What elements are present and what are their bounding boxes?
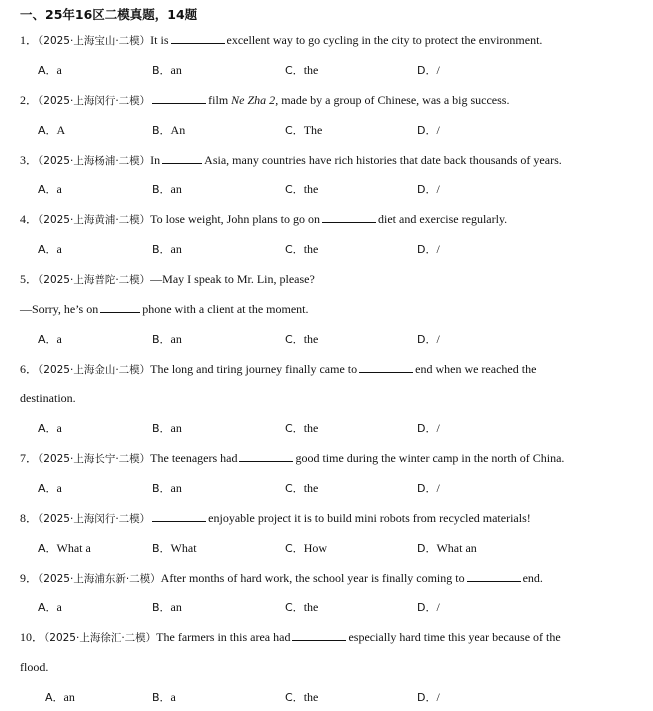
answer-blank[interactable] <box>359 360 413 373</box>
option-b[interactable] <box>152 240 182 259</box>
option-letter: B． <box>152 124 171 137</box>
option-d[interactable] <box>417 419 440 438</box>
option-c[interactable] <box>285 121 322 140</box>
option-letter: C． <box>285 542 304 555</box>
question-3 <box>20 151 562 170</box>
option-b[interactable] <box>152 180 182 199</box>
answer-blank[interactable] <box>162 151 202 164</box>
option-text: What a <box>56 541 91 555</box>
option-letter: A． <box>38 64 57 77</box>
option-text: A <box>56 123 66 137</box>
section-heading: 一、25年16区二模真题，14题 <box>20 7 198 22</box>
answer-blank[interactable] <box>239 449 293 462</box>
question-text: destination. <box>20 391 76 405</box>
question-text: film <box>208 93 229 107</box>
option-letter: D． <box>417 333 437 346</box>
option-a[interactable] <box>45 688 75 707</box>
question-source: （2025·上海徐汇·二模） <box>44 632 157 644</box>
question-text: The teenagers had <box>150 451 238 465</box>
option-a[interactable] <box>38 61 62 80</box>
option-text: an <box>63 690 75 704</box>
question-text: end. <box>522 571 543 585</box>
option-text: a <box>170 690 176 704</box>
option-b[interactable] <box>152 539 197 558</box>
option-letter: D． <box>417 542 437 555</box>
question-text: enjoyable project it is to build mini robots from recycled materials! <box>208 511 531 525</box>
option-c[interactable] <box>285 240 318 259</box>
question-text: , made by a group of Chinese, was a big success. <box>275 93 510 107</box>
answer-blank[interactable] <box>100 300 140 313</box>
option-letter: B． <box>152 64 171 77</box>
option-letter: A． <box>38 601 57 614</box>
option-text: the <box>303 421 319 435</box>
option-text: the <box>303 690 319 704</box>
question-text: diet and exercise regularly. <box>378 212 508 226</box>
question-text: end when we reached the <box>415 362 537 376</box>
option-letter: D． <box>417 64 437 77</box>
option-text: a <box>56 182 62 196</box>
question-7 <box>20 449 564 468</box>
options-row <box>0 419 653 437</box>
question-source: （2025·上海黄浦·二模） <box>38 214 151 226</box>
question-number: 1． <box>20 33 39 47</box>
options-row <box>0 539 653 557</box>
option-c[interactable] <box>285 330 318 349</box>
question-number: 4． <box>20 212 39 226</box>
option-d[interactable] <box>417 180 440 199</box>
option-text: a <box>56 242 62 256</box>
option-b[interactable] <box>152 479 182 498</box>
option-letter: D． <box>417 243 437 256</box>
option-letter: D． <box>417 124 437 137</box>
option-b[interactable] <box>152 121 185 140</box>
question-source: （2025·上海普陀·二模） <box>38 274 151 286</box>
question-4 <box>20 210 507 229</box>
option-letter: C． <box>285 243 304 256</box>
options-row <box>0 180 653 198</box>
option-c[interactable] <box>285 419 318 438</box>
question-number: 9． <box>20 571 39 585</box>
options-row <box>0 240 653 258</box>
option-letter: C． <box>285 333 304 346</box>
option-letter: C． <box>285 422 304 435</box>
option-d[interactable] <box>417 240 440 259</box>
option-text: / <box>436 182 440 196</box>
option-b[interactable] <box>152 61 182 80</box>
option-letter: A． <box>38 482 57 495</box>
question-number: 7． <box>20 451 39 465</box>
question-text: good time during the winter camp in the north of China. <box>295 451 565 465</box>
option-d[interactable] <box>417 479 440 498</box>
option-letter: C． <box>285 64 304 77</box>
question-source: （2025·上海浦东新·二模） <box>38 573 161 585</box>
option-c[interactable] <box>285 479 318 498</box>
option-letter: B． <box>152 482 171 495</box>
option-letter: A． <box>45 691 64 704</box>
question-text: In <box>150 153 161 167</box>
option-text: / <box>436 481 440 495</box>
option-text: / <box>436 332 440 346</box>
option-a[interactable] <box>38 240 62 259</box>
option-text: the <box>303 481 319 495</box>
answer-blank[interactable] <box>152 509 206 522</box>
option-text: / <box>436 63 440 77</box>
question-source: （2025·上海长宁·二模） <box>38 453 151 465</box>
question-source: （2025·上海宝山·二模） <box>38 35 151 47</box>
option-text: An <box>170 123 186 137</box>
answer-blank[interactable] <box>171 31 225 44</box>
option-b[interactable] <box>152 598 182 617</box>
option-text: a <box>56 421 62 435</box>
question-text: phone with a client at the moment. <box>142 302 309 316</box>
question-text: Asia, many countries have rich histories that date back thousands of years. <box>204 153 562 167</box>
option-text: / <box>436 690 440 704</box>
option-text: / <box>436 421 440 435</box>
option-text: the <box>303 182 319 196</box>
option-text: a <box>56 332 62 346</box>
option-d[interactable] <box>417 598 440 617</box>
answer-blank[interactable] <box>152 91 206 104</box>
option-letter: B． <box>152 422 171 435</box>
option-text: an <box>170 63 182 77</box>
option-text: / <box>436 242 440 256</box>
question-text: After months of hard work, the school year is finally coming to <box>160 571 465 585</box>
options-row <box>0 121 653 139</box>
option-a[interactable] <box>38 180 62 199</box>
option-text: / <box>436 123 440 137</box>
option-b[interactable] <box>152 330 182 349</box>
question-5-line-2 <box>20 300 309 318</box>
option-letter: A． <box>38 243 57 256</box>
question-number: 3． <box>20 153 39 167</box>
question-1 <box>20 31 542 50</box>
option-letter: C． <box>285 691 304 704</box>
question-5 <box>20 270 315 289</box>
question-9 <box>20 569 543 588</box>
option-text: an <box>170 481 182 495</box>
option-c[interactable] <box>285 598 318 617</box>
option-c[interactable] <box>285 688 318 707</box>
question-10 <box>20 628 561 647</box>
options-row <box>0 330 653 348</box>
question-number: 10． <box>20 630 45 644</box>
option-text: the <box>303 242 319 256</box>
option-letter: B． <box>152 183 171 196</box>
option-letter: C． <box>285 124 304 137</box>
option-text: the <box>303 600 319 614</box>
question-text: It is <box>150 33 169 47</box>
option-c[interactable] <box>285 180 318 199</box>
question-text: The farmers in this area had <box>156 630 291 644</box>
option-a[interactable] <box>38 539 91 558</box>
options-row <box>0 598 653 616</box>
option-a[interactable] <box>38 479 62 498</box>
option-d[interactable] <box>417 61 440 80</box>
answer-blank[interactable] <box>322 210 376 223</box>
options-row <box>0 688 653 706</box>
question-number: 8． <box>20 511 39 525</box>
option-d[interactable] <box>417 121 440 140</box>
question-text: —May I speak to Mr. Lin, please? <box>150 272 315 286</box>
question-source: （2025·上海闵行·二模） <box>38 513 151 525</box>
options-row <box>0 61 653 79</box>
film-title: Ne Zha 2 <box>231 93 276 107</box>
option-d[interactable] <box>417 688 440 707</box>
options-row <box>0 479 653 497</box>
option-letter: A． <box>38 183 57 196</box>
option-text: a <box>56 600 62 614</box>
option-text: The <box>303 123 323 137</box>
option-letter: D． <box>417 183 437 196</box>
option-text: a <box>56 63 62 77</box>
option-letter: D． <box>417 601 437 614</box>
option-d[interactable] <box>417 539 477 558</box>
question-number: 6． <box>20 362 39 376</box>
option-text: What an <box>436 541 477 555</box>
option-letter: C． <box>285 183 304 196</box>
option-b[interactable] <box>152 419 182 438</box>
option-a[interactable] <box>38 121 65 140</box>
option-letter: C． <box>285 601 304 614</box>
option-text: a <box>56 481 62 495</box>
question-text: especially hard time this year because of the <box>348 630 561 644</box>
option-c[interactable] <box>285 61 318 80</box>
question-8 <box>20 509 531 528</box>
option-text: How <box>303 541 328 555</box>
option-text: the <box>303 332 319 346</box>
option-letter: A． <box>38 542 57 555</box>
option-text: / <box>436 600 440 614</box>
question-text: To lose weight, John plans to go on <box>150 212 320 226</box>
answer-blank[interactable] <box>292 628 346 641</box>
question-6 <box>20 360 536 379</box>
question-6-line-2 <box>20 389 76 407</box>
option-letter: D． <box>417 422 437 435</box>
option-letter: B． <box>152 333 171 346</box>
question-number: 5． <box>20 272 39 286</box>
option-letter: B． <box>152 243 171 256</box>
option-text: an <box>170 332 182 346</box>
question-text: excellent way to go cycling in the city to protect the environment. <box>226 33 543 47</box>
option-letter: B． <box>152 691 171 704</box>
option-letter: B． <box>152 601 171 614</box>
option-d[interactable] <box>417 330 440 349</box>
question-number: 2． <box>20 93 39 107</box>
option-text: an <box>170 421 182 435</box>
option-text: an <box>170 182 182 196</box>
option-b[interactable] <box>152 688 176 707</box>
option-letter: A． <box>38 422 57 435</box>
option-a[interactable] <box>38 598 62 617</box>
option-text: the <box>303 63 319 77</box>
option-letter: A． <box>38 124 57 137</box>
option-letter: B． <box>152 542 171 555</box>
question-source: （2025·上海杨浦·二模） <box>38 155 151 167</box>
option-letter: A． <box>38 333 57 346</box>
question-source: （2025·上海金山·二模） <box>38 364 151 376</box>
question-source: （2025·上海闵行·二模） <box>38 95 151 107</box>
answer-blank[interactable] <box>467 569 521 582</box>
option-c[interactable] <box>285 539 327 558</box>
question-text: The long and tiring journey finally came to <box>150 362 358 376</box>
question-2 <box>20 91 509 110</box>
option-a[interactable] <box>38 419 62 438</box>
option-text: an <box>170 600 182 614</box>
option-text: What <box>170 541 197 555</box>
option-letter: D． <box>417 691 437 704</box>
option-text: an <box>170 242 182 256</box>
option-letter: D． <box>417 482 437 495</box>
option-a[interactable] <box>38 330 62 349</box>
question-10-line-2 <box>20 658 48 676</box>
option-letter: C． <box>285 482 304 495</box>
question-text: —Sorry, he’s on <box>20 302 99 316</box>
question-text: flood. <box>20 660 49 674</box>
